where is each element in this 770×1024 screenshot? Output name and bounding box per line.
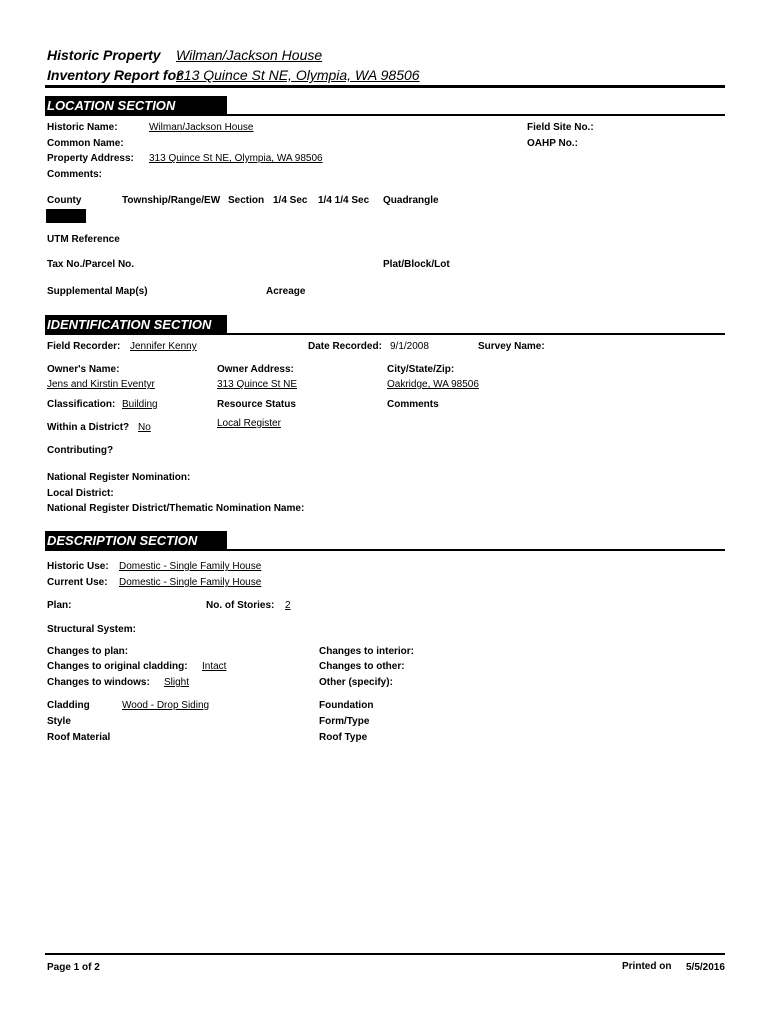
classification-label: Classification: <box>47 399 116 410</box>
changes-plan-label: Changes to plan: <box>47 646 129 657</box>
historic-name-value: Wilman/Jackson House <box>149 122 254 133</box>
changes-windows-value: Slight <box>164 677 190 688</box>
county-label: County <box>47 195 82 206</box>
tax-parcel-label: Tax No./Parcel No. <box>47 259 135 270</box>
foundation-label: Foundation <box>319 700 374 711</box>
structural-system-label: Structural System: <box>47 624 136 635</box>
printed-on-label: Printed on <box>622 961 672 972</box>
field-recorder-label: Field Recorder: <box>47 341 121 352</box>
description-section-rule <box>45 549 725 551</box>
location-section-rule <box>45 114 725 116</box>
resource-status-value: Local Register <box>217 418 281 429</box>
city-state-zip-label: City/State/Zip: <box>387 364 455 375</box>
quarter-section-label: 1/4 Sec <box>273 195 308 206</box>
cladding-label: Cladding <box>47 700 90 711</box>
description-section-title: DESCRIPTION SECTION <box>47 533 198 548</box>
survey-name-label: Survey Name: <box>478 341 545 352</box>
form-type-label: Form/Type <box>319 716 370 727</box>
historic-name-label: Historic Name: <box>47 122 118 133</box>
county-redaction-box <box>46 209 86 223</box>
location-comments-label: Comments: <box>47 169 103 180</box>
printed-date: 5/5/2016 <box>686 962 725 973</box>
cladding-value: Wood - Drop Siding <box>122 700 210 711</box>
city-state-zip-value: Oakridge, WA 98506 <box>387 379 479 390</box>
acreage-label: Acreage <box>266 286 306 297</box>
changes-cladding-value: Intact <box>202 661 227 672</box>
property-address-value: 313 Quince St NE, Olympia, WA 98506 <box>149 153 323 164</box>
identification-section-title: IDENTIFICATION SECTION <box>47 317 212 332</box>
current-use-value: Domestic - Single Family House <box>119 577 262 588</box>
header-rule <box>45 85 725 88</box>
trs-label: Township/Range/EW <box>122 195 221 206</box>
identification-comments-label: Comments <box>387 399 439 410</box>
header-title-value: Wilman/Jackson House <box>176 47 323 63</box>
section-label: Section <box>228 195 265 206</box>
date-recorded-label: Date Recorded: <box>308 341 382 352</box>
plat-block-lot-label: Plat/Block/Lot <box>383 259 450 270</box>
within-district-label: Within a District? <box>47 422 130 433</box>
nr-nomination-label: National Register Nomination: <box>47 472 191 483</box>
identification-section-rule <box>45 333 725 335</box>
local-district-label: Local District: <box>47 488 114 499</box>
header-title-label: Historic Property <box>47 47 161 63</box>
historic-use-label: Historic Use: <box>47 561 109 572</box>
changes-cladding-label: Changes to original cladding: <box>47 661 188 672</box>
roof-material-label: Roof Material <box>47 732 111 743</box>
resource-status-label: Resource Status <box>217 399 296 410</box>
current-use-label: Current Use: <box>47 577 108 588</box>
style-label: Style <box>47 716 71 727</box>
owner-address-label: Owner Address: <box>217 364 294 375</box>
footer-rule <box>45 953 725 955</box>
nr-thematic-label: National Register District/Thematic Nomination Name: <box>47 503 305 514</box>
stories-value: 2 <box>285 600 291 611</box>
owner-address-value: 313 Quince St NE <box>217 379 298 390</box>
other-specify-label: Other (specify): <box>319 677 393 688</box>
changes-other-label: Changes to other: <box>319 661 405 672</box>
plan-label: Plan: <box>47 600 72 611</box>
quadrangle-label: Quadrangle <box>383 195 439 206</box>
changes-windows-label: Changes to windows: <box>47 677 150 688</box>
page-number: Page 1 of 2 <box>47 962 100 973</box>
field-site-label: Field Site No.: <box>527 122 594 133</box>
contributing-label: Contributing? <box>47 445 114 456</box>
header-address-value: 313 Quince St NE, Olympia, WA 98506 <box>176 67 420 83</box>
roof-type-label: Roof Type <box>319 732 368 743</box>
historic-use-value: Domestic - Single Family House <box>119 561 262 572</box>
utm-reference-label: UTM Reference <box>47 234 120 245</box>
header-address-label: Inventory Report for <box>47 67 182 83</box>
within-district-value: No <box>138 422 151 433</box>
owner-name-label: Owner's Name: <box>47 364 120 375</box>
oahp-label: OAHP No.: <box>527 138 578 149</box>
common-name-label: Common Name: <box>47 138 124 149</box>
location-section-title: LOCATION SECTION <box>47 98 176 113</box>
owner-name-value: Jens and Kirstin Eventyr <box>47 379 155 390</box>
supplemental-maps-label: Supplemental Map(s) <box>47 286 148 297</box>
stories-label: No. of Stories: <box>206 600 275 611</box>
quarter-quarter-section-label: 1/4 1/4 Sec <box>318 195 370 206</box>
property-address-label: Property Address: <box>47 153 134 164</box>
changes-interior-label: Changes to interior: <box>319 646 415 657</box>
field-recorder-value: Jennifer Kenny <box>130 341 197 352</box>
date-recorded-value: 9/1/2008 <box>390 341 429 352</box>
classification-value: Building <box>122 399 158 410</box>
